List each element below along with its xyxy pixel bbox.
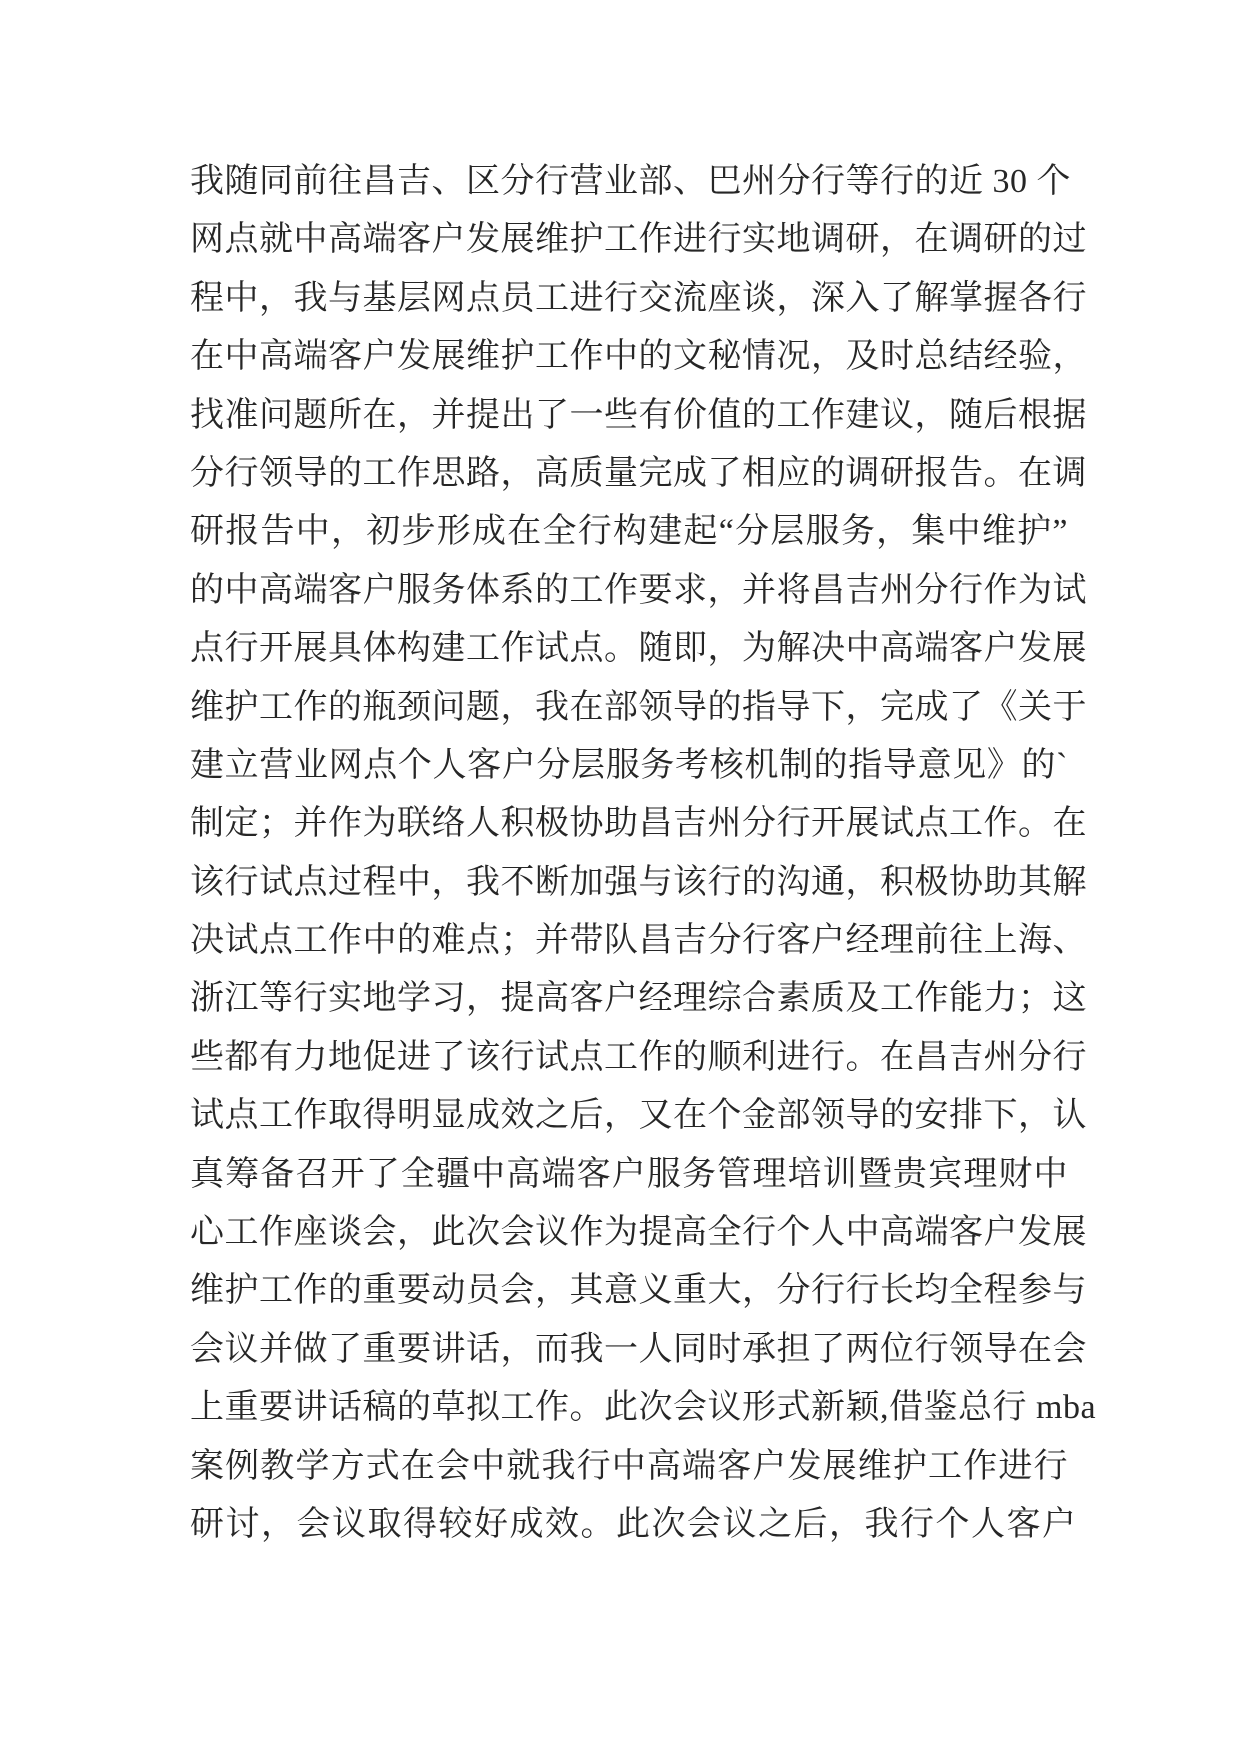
text-line: 点行开展具体构建工作试点。随即，为解决中高端客户发展 xyxy=(190,630,1087,668)
text-line: 研报告中，初步形成在全行构建起“分层服务，集中维护” xyxy=(190,513,1068,551)
text-line: 案例教学方式在会中就我行中高端客户发展维护工作进行 xyxy=(190,1447,1068,1485)
paragraph xyxy=(190,153,1097,1554)
text-line: 会议并做了重要讲话，而我一人同时承担了两位行领导在会 xyxy=(190,1330,1087,1368)
text-line: 真筹备召开了全疆中高端客户服务管理培训暨贵宾理财中 xyxy=(190,1155,1068,1193)
text-line: 浙江等行实地学习，提高客户经理综合素质及工作能力；这 xyxy=(190,980,1087,1018)
text-line: 程中，我与基层网点员工进行交流座谈，深入了解掌握各行 xyxy=(190,279,1087,317)
text-line: 心工作座谈会，此次会议作为提高全行个人中高端客户发展 xyxy=(190,1214,1087,1252)
text-line: 研讨，会议取得较好成效。此次会议之后，我行个人客户 xyxy=(190,1505,1078,1543)
text-line: 试点工作取得明显成效之后，又在个金部领导的安排下，认 xyxy=(190,1097,1087,1135)
text-line: 维护工作的重要动员会，其意义重大，分行行长均全程参与 xyxy=(190,1272,1087,1310)
text-line: 建立营业网点个人客户分层服务考核机制的指导意见》的` xyxy=(190,746,1068,784)
text-line: 些都有力地促进了该行试点工作的顺利进行。在昌吉州分行 xyxy=(190,1038,1087,1076)
text-line: 维护工作的瓶颈问题，我在部领导的指导下，完成了《关于 xyxy=(190,688,1087,726)
text-line: 该行试点过程中，我不断加强与该行的沟通，积极协助其解 xyxy=(190,863,1087,901)
text-line: 的中高端客户服务体系的工作要求，并将昌吉州分行作为试 xyxy=(190,571,1087,609)
text-line: 分行领导的工作思路，高质量完成了相应的调研报告。在调 xyxy=(190,454,1087,492)
text-line: 上重要讲话稿的草拟工作。此次会议形式新颖,借鉴总行 mba xyxy=(190,1389,1097,1427)
text-line: 在中高端客户发展维护工作中的文秘情况，及时总结经验， xyxy=(190,338,1087,376)
text-line: 找准问题所在，并提出了一些有价值的工作建议，随后根据 xyxy=(190,396,1087,434)
text-line: 我随同前往昌吉、区分行营业部、巴州分行等行的近 30 个 xyxy=(190,163,1071,200)
text-line: 决试点工作中的难点；并带队昌吉分行客户经理前往上海、 xyxy=(190,922,1087,960)
text-line: 网点就中高端客户发展维护工作进行实地调研，在调研的过 xyxy=(190,221,1087,259)
text-line: 制定；并作为联络人积极协助昌吉州分行开展试点工作。在 xyxy=(190,805,1087,843)
